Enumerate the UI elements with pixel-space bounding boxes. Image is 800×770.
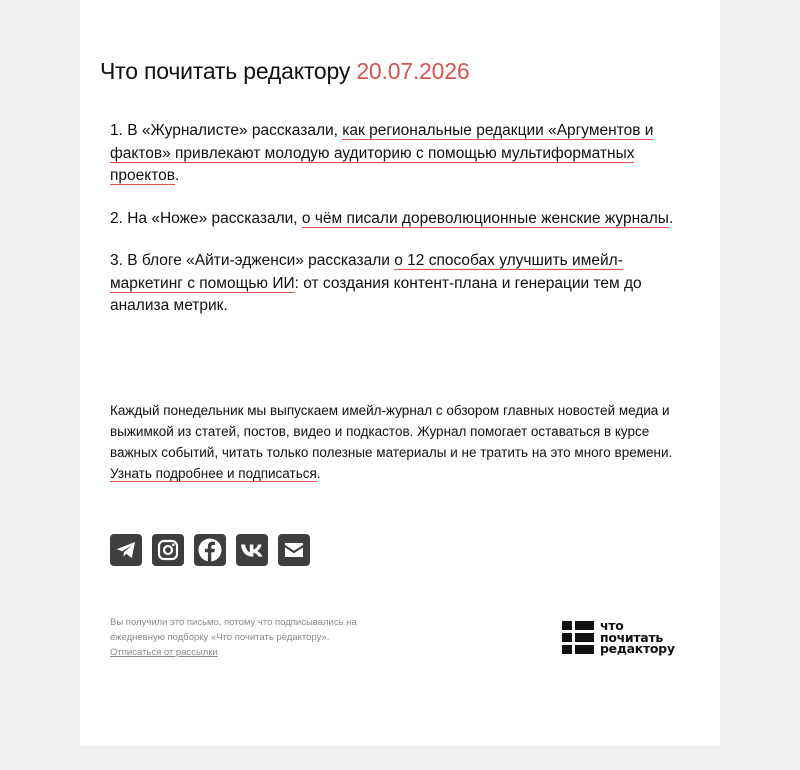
- unsubscribe-link[interactable]: Отписаться от рассылки: [110, 647, 218, 658]
- brand-logo: [562, 620, 675, 655]
- logo-line: что: [600, 618, 624, 633]
- vk-icon: [239, 537, 265, 563]
- article-link[interactable]: как региональные редакции «Аргументов и фактов» привлекают молодую аудиторию с помощью мультиформатных проектов: [110, 122, 654, 184]
- facebook-icon: [197, 537, 223, 563]
- list-item: [110, 250, 690, 318]
- facebook-button[interactable]: [194, 534, 226, 566]
- article-link[interactable]: о 12 способах улучшить имейл-маркетинг с помощью ИИ: [110, 252, 623, 292]
- item-text: .: [175, 167, 180, 184]
- logo-line: почитать: [600, 629, 663, 645]
- page-title: [100, 58, 469, 85]
- vk-button[interactable]: [236, 534, 268, 566]
- item-text: 2. На «Ноже» рассказали,: [110, 209, 302, 227]
- logo-mark-icon: [562, 621, 594, 654]
- telegram-icon: [114, 538, 138, 562]
- article-list: [110, 120, 690, 338]
- email-icon: [282, 538, 306, 562]
- newsletter-description: [110, 400, 695, 484]
- footer-text: Вы получили это письмо, потому что подписывались на ежедневную подборку «Что почитать редактору».: [110, 617, 357, 643]
- item-text: : от создания контент-плана и генерации тем до анализа метрик.: [110, 274, 642, 314]
- instagram-button[interactable]: [152, 534, 184, 566]
- item-text: .: [668, 209, 674, 227]
- telegram-button[interactable]: [110, 534, 142, 566]
- email-button[interactable]: [278, 534, 310, 566]
- social-links: [110, 534, 310, 566]
- description-text: Каждый понедельник мы выпускаем имейл-журнал с обзором главных новостей медиа и выжимкой из статей, постов, видео и подкастов. Журнал помогает оставаться в курсе важных событий, читать только полезные материалы и не тратить на это много времени.: [110, 403, 673, 460]
- logo-line: редактору: [600, 641, 675, 656]
- email-card: [80, 0, 720, 746]
- description-end: .: [316, 466, 321, 481]
- title-text: Что почитать редактору: [100, 58, 351, 84]
- item-text: 3. В блоге «Айти-эдженси» рассказали: [110, 252, 395, 269]
- article-link[interactable]: о чём писали дореволюционные женские журналы: [301, 209, 669, 227]
- list-item: [110, 208, 690, 231]
- subscribe-link[interactable]: Узнать подробнее и подписаться: [110, 466, 317, 481]
- list-item: [110, 120, 690, 188]
- item-text: 1. В «Журналисте» рассказали,: [110, 122, 343, 139]
- footer-note: [110, 615, 390, 660]
- instagram-icon: [156, 538, 180, 562]
- logo-wordmark: [600, 620, 675, 655]
- issue-date: 20.07.2026: [356, 58, 470, 84]
